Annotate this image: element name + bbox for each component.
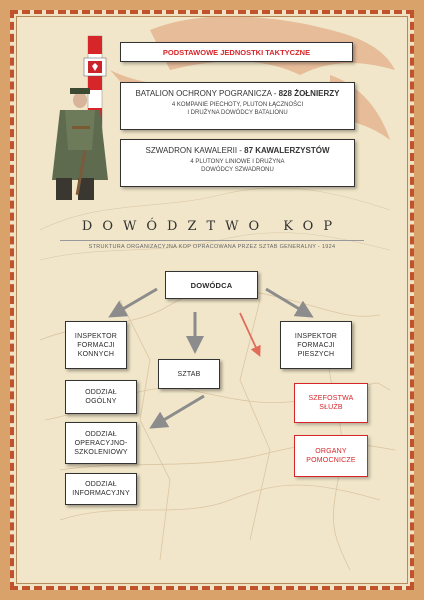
arrow-staff-to-departments	[157, 396, 204, 424]
operations-department-line2: OPERACYJNO-	[74, 439, 128, 447]
operations-department-label	[74, 430, 128, 457]
cavalry-inspector-line3: KONNYCH	[77, 350, 115, 358]
infantry-inspector-line1: INSPEKTOR	[294, 332, 338, 340]
general-department-line2: OGÓLNY	[85, 398, 117, 405]
general-department-label	[85, 388, 117, 406]
battalion-heading: BATALION OCHRONY POGRANICZA - 828 ŻOŁNIERZY	[135, 89, 340, 98]
squadron-name: SZWADRON KAWALERII	[145, 146, 238, 155]
diagram-title: DOWÓDZTWO KOP	[81, 219, 343, 234]
arrow-red-to-services	[240, 313, 258, 352]
node-auxiliary-organs	[294, 435, 368, 477]
cavalry-inspector-line1: INSPEKTOR	[74, 332, 118, 340]
arrow-to-cavalry-inspector	[116, 289, 157, 313]
auxiliary-organs-line1: ORGANY	[315, 448, 347, 455]
squadron-heading: SZWADRON KAWALERII - 87 KAWALERZYSTÓW	[145, 146, 330, 155]
node-staff	[158, 359, 220, 389]
battalion-name: BATALION OCHRONY POGRANICZA	[135, 89, 272, 98]
services-directorate-line2: SŁUŻB	[319, 404, 343, 411]
information-department-line2: INFORMACYJNY	[72, 490, 130, 497]
staff-label: SZTAB	[177, 370, 201, 378]
units-title-text: PODSTAWOWE JEDNOSTKI TAKTYCZNE	[162, 47, 311, 57]
cavalry-inspector-line2: FORMACJI	[77, 341, 115, 349]
node-information-department	[65, 473, 137, 505]
services-directorate-label	[308, 394, 353, 412]
node-cavalry-inspector	[65, 321, 127, 369]
auxiliary-organs-label	[306, 447, 355, 465]
information-department-line1: ODDZIAŁ	[85, 481, 117, 488]
node-general-department	[65, 380, 137, 414]
squadron-desc-line1: 4 PLUTONY LINIOWE I DRUŻYNA	[190, 159, 285, 165]
commander-label: DOWÓDCA	[190, 280, 233, 290]
battalion-desc-line2: I DRUŻYNA DOWÓDCY BATALIONU	[187, 109, 288, 116]
information-department-label	[72, 480, 130, 498]
node-commander	[165, 271, 258, 299]
auxiliary-organs-line2: POMOCNICZE	[306, 457, 356, 464]
general-department-line1: ODDZIAŁ	[85, 389, 117, 396]
node-operations-department	[65, 422, 137, 464]
arrow-to-infantry-inspector	[266, 289, 306, 313]
infantry-inspector-line2: FORMACJI	[297, 341, 335, 349]
node-infantry-inspector	[280, 321, 352, 369]
squadron-count: 87 KAWALERZYSTÓW	[244, 146, 330, 155]
cavalry-inspector-label	[75, 332, 117, 359]
services-directorate-line1: SZEFOSTWA	[308, 395, 354, 402]
squadron-desc-line2: DOWÓDCY SZWADRONU	[201, 166, 274, 173]
infantry-inspector-line3: PIESZYCH	[297, 350, 335, 358]
battalion-desc-line1: 4 KOMPANIE PIECHOTY, PLUTON ŁĄCZNOŚCI	[171, 102, 304, 108]
node-services-directorate	[294, 383, 368, 423]
operations-department-line1: ODDZIAŁ	[85, 430, 117, 438]
battalion-count: 828 ŻOŁNIERZY	[278, 89, 340, 98]
diagram-subtitle: STRUKTURA ORGANIZACYJNA KOP OPRACOWANA PRZEZ SZTAB GENERALNY - 1924	[88, 244, 336, 250]
operations-department-line3: SZKOLENIOWY	[74, 448, 128, 456]
infantry-inspector-label	[295, 332, 337, 359]
